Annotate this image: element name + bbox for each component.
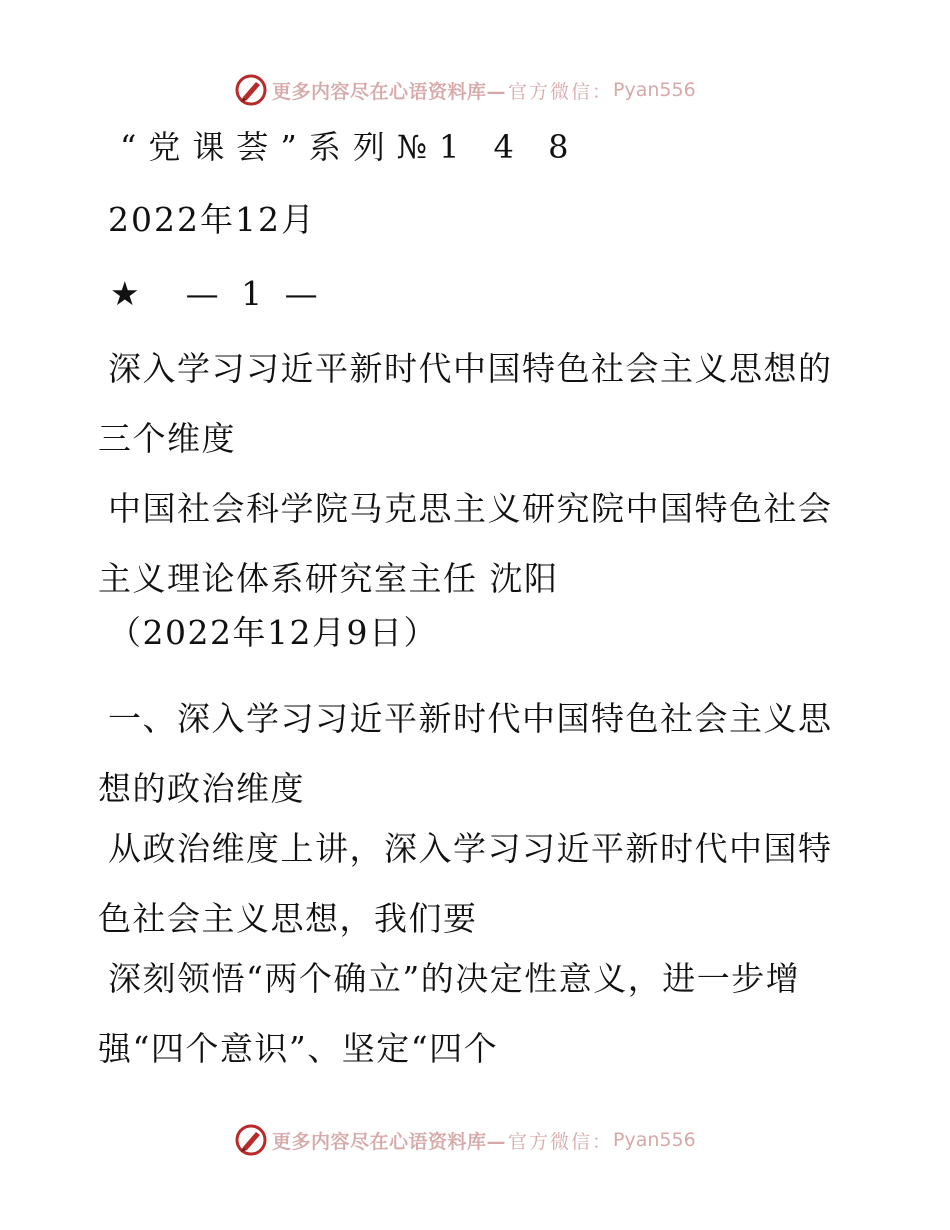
body-paragraph-2-line-1: 深刻领悟“两个确立”的决定性意义，进一步增 [108, 959, 801, 998]
section-heading [98, 684, 838, 824]
title-line-2: 三个维度 [98, 419, 236, 458]
header-watermark [234, 70, 696, 110]
watermark-wechat-label: 官方微信： [508, 1130, 614, 1153]
pen-logo-icon [234, 1123, 268, 1157]
watermark-wechat-label: 官方微信： [508, 80, 614, 103]
section-heading-line-2: 想的政治维度 [98, 769, 305, 808]
body-paragraph-1-line-1: 从政治维度上讲，深入学习习近平新时代中国特 [108, 829, 833, 868]
speech-date [98, 598, 838, 668]
author-line-2: 主义理论体系研究室主任 沈阳 [98, 559, 559, 598]
body-paragraph [98, 814, 838, 954]
watermark-wechat-id: Pyan556 [613, 1129, 696, 1151]
watermark-text: 更多内容尽在心语资料库— [272, 80, 507, 103]
watermark-wechat-id: Pyan556 [613, 79, 696, 101]
footer-watermark [234, 1120, 696, 1160]
body-paragraph-2-line-2: 强“四个意识”、坚定“四个 [98, 1029, 499, 1068]
section-heading-line-1: 一、深入学习习近平新时代中国特色社会主义思 [108, 699, 833, 738]
series-title: “党课荟”系列№1 4 8 [120, 128, 581, 166]
pen-logo-icon [234, 73, 268, 107]
title-line-1: 深入学习习近平新时代中国特色社会主义思想的 [108, 349, 833, 388]
page-marker-line [110, 272, 324, 316]
speech-date-text: （2022年12月9日） [108, 613, 438, 652]
star-icon: ★ [110, 274, 146, 313]
body-paragraph-1-line-2: 色社会主义思想，我们要 [98, 899, 478, 938]
author-info [98, 474, 838, 614]
issue-date: 2022年12月 [108, 200, 316, 239]
body-paragraph [98, 944, 838, 1084]
page-number: — 1 — [185, 274, 324, 313]
watermark-text: 更多内容尽在心语资料库— [272, 1130, 507, 1153]
article-title [98, 334, 838, 474]
author-line-1: 中国社会科学院马克思主义研究院中国特色社会 [108, 489, 833, 528]
